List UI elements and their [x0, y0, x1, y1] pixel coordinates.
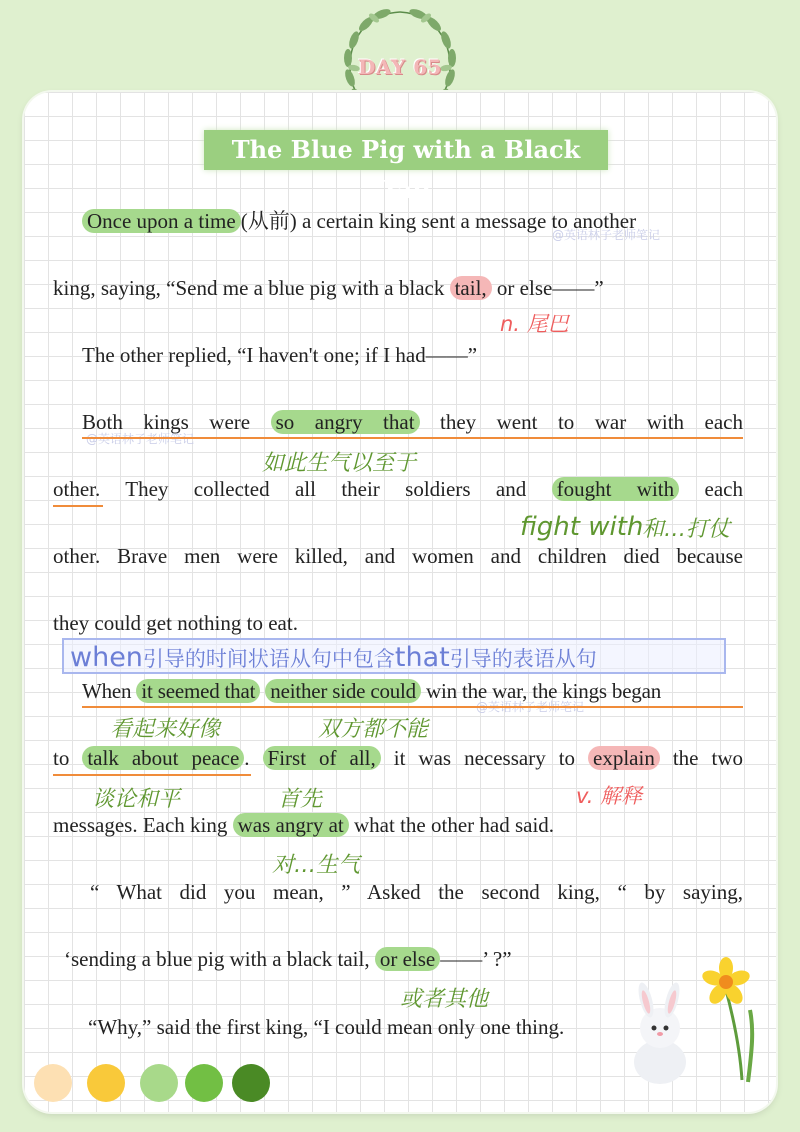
phrase-first-of-all: First of all, — [263, 746, 381, 770]
phrase-talk-about-peace: talk about peace — [82, 746, 244, 770]
story-line-2: king, saying, “Send me a blue pig with a black tail, or else——” — [53, 276, 604, 300]
note-or-else: 或者其他 — [400, 987, 489, 1012]
story-line-12: ‘sending a blue pig with a black tail, or else ——’ ?” — [64, 947, 512, 971]
palette-dot — [87, 1064, 125, 1102]
palette-dot — [140, 1064, 178, 1102]
day-label: DAY 65 — [358, 55, 442, 79]
story-line-3: The other replied, “I haven't one; if I had——” — [82, 343, 478, 367]
story-line-11: “ What did you mean, ” Asked the second king, “ by saying, — [90, 880, 743, 904]
bunny-daffodil-illustration — [622, 950, 782, 1090]
phrase-once-upon-a-time: Once upon a time — [82, 209, 241, 233]
palette-dot — [232, 1064, 270, 1102]
story-line-1: Once upon a time (从前) a certain king sent a message to another — [82, 206, 743, 236]
note-so-angry-that: 如此生气以至于 — [262, 451, 417, 476]
note-talk-about-peace: 谈论和平 — [92, 787, 181, 812]
phrase-fought-with: fought with — [552, 477, 680, 501]
watermark: @英语林子老师笔记 — [476, 700, 585, 714]
phrase-was-angry-at: was angry at — [233, 813, 349, 837]
note-fought-with: 和…打仗 — [642, 517, 731, 542]
watermark: @英语林子老师笔记 — [552, 228, 661, 242]
watermark: @英语林子老师笔记 — [86, 432, 195, 446]
palette-dot — [34, 1064, 72, 1102]
page-title: The Blue Pig with a Black Tail — [204, 130, 608, 170]
note-it-seemed-that: 看起来好像 — [110, 717, 221, 742]
note-tail: n. 尾巴 — [500, 312, 569, 336]
phrase-neither-side-could: neither side could — [265, 679, 421, 703]
story-line-13: “Why,” said the first king, “I could mean only one thing. — [88, 1015, 565, 1039]
phrase-or-else: or else — [375, 947, 440, 971]
palette-dot — [185, 1064, 223, 1102]
note-angry-at: 对…生气 — [272, 853, 361, 878]
word-tail: tail, — [450, 276, 492, 300]
story-line-8: When it seemed that neither side could win the war, the kings began — [82, 676, 743, 708]
story-line-9: to talk about peace . First of all, it was necessary to explain the two — [53, 746, 743, 770]
word-explain: explain — [588, 746, 660, 770]
grammar-note: when引导的时间状语从句中包含that引导的表语从句 — [62, 638, 726, 674]
phrase-so-angry-that: so angry that — [271, 410, 420, 434]
phrase-it-seemed-that: it seemed that — [136, 679, 260, 703]
story-line-7: they could get nothing to eat. — [53, 611, 298, 635]
note-explain: v. 解释 — [576, 784, 643, 808]
underline-other — [53, 505, 103, 507]
story-line-5: other. They collected all their soldiers and fought with each — [53, 477, 743, 501]
story-line-6: other. Brave men were killed, and women and children died because — [53, 544, 743, 568]
note-first-of-all: 首先 — [278, 787, 323, 812]
underline-talk-about-peace — [53, 774, 251, 776]
story-line-10: messages. Each king was angry at what the other had said. — [53, 813, 555, 837]
note-fight-with-en: fight with — [520, 512, 644, 542]
note-neither-side: 双方都不能 — [318, 717, 429, 742]
story-line-4: Both kings were so angry that they went to war with each — [82, 407, 743, 439]
